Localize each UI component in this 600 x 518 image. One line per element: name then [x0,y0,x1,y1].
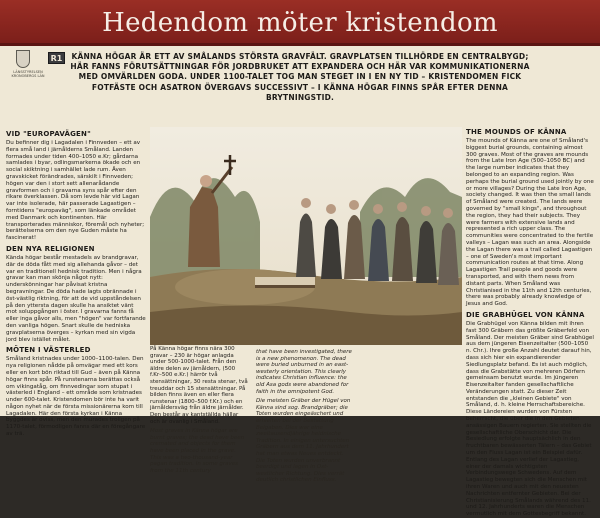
illustration [150,127,462,345]
sign-header [0,0,600,46]
text-mounds-of-kanna: The mounds of Känna are one of Småland's biggest burial grounds, containing almost 300 graves. Most of the graves are mounds from the Late Iron Age (500–1050 BC) and the large number indicates that they belonged to an expanding region. Was perhaps the burial ground used jointly by one or more villages? During the Late Iron Age, society changed. It was then the small lands of Småland were created. The lands were governed by "small kings", and throughout the region, they had their subjects. They were farmers with extensive lands and represented a rich upper class. The communities were concentrated to the fertile valleys – Lagan was such an area. Alongside the Lagan there was a trail called Lagastigen – one of Sweden's most important communication routes at that time. Along Lagastigen Trail people and goods were transported, and with them news from distant parts. When Småland was Christianised in the 11th and 12th centuries, there was probably already knowledge of Jesus and God. [466,138,594,308]
text-moten-vasterled: Småland kristnades under 1000–1100-talen. Den nya religionen nådde på omvägar med ett kors eller en kort bön riktad till Gud – även på Känna högar finns spår. På runstenarna berättas också om vikingatåg, om finnvedingar som stupat i västerled i England – ett område som kristnades under 600-talet. Kristendomen bör inte ha varit någon nyhet när de första missionärerna kom till Lagadalen. Här den första kyrkan i Känna byggdes är oviss, men den murades troligen på 1170-talet, förmodligen fanns där en föregångare av trä. [6,356,146,438]
heading-europavagen: VID "EUROPAVÄGEN" [6,130,91,138]
intro-text: KÄNNA HÖGAR ÄR ETT AV SMÅLANDS STÖRSTA GRAVFÄLT. GRAVPLATSEN TILLHÖRDE EN CENTRALBYGD; HÄR FANNS FÖRUTSÄTTNINGAR FÖR JORDBRUKET ATT EXPANDERA OCH HÄR VAR KOMMUNIKATIONERNA MED OMVÄRLDEN GODA. UNDER 1100-TALET TOG MAN STEGET IN I EN NY TID – KRISTENDOMEN FICK FOTFÄSTE OCH ASATRON ÖVERGAVS SUCCESSIVT – I KÄNNA HÖGAR FINNS SPÅR EFTER DENNA BRYTNINGSTID. [70,52,530,102]
lansstyrelsen-logo [8,50,63,84]
english-german-column [466,125,594,518]
caption-block-1 [150,346,248,474]
logo-caption: LÄNSSTYRELSEN KRONOBERGS LÄN [11,70,45,78]
christian-burial-illustration [150,127,462,345]
heading-moten-vasterled: MÖTEN I VÄSTERLED [6,346,91,355]
text-grabhugel: Die Grabhügel von Känna bilden mit ihren fast 300 Gräbern das größte Gräberfeld von Småland. Der meisten Gräber sind Grabhügel aus dem jüngeren Eisenzeitalter (500–1050 n. Chr.). Ihre große Anzahl deutet darauf hin, dass sich hier ein expandierender Siedlungsplatz befand. Es ist auch möglich, dass die Grabstätte von mehreren Dörfern gemeinsam benutzt wurde. Im jüngeren Eisenzeitalter fanden gesellschaftliche Veränderungen statt. Zu dieser Zeit entstanden die „kleinen Gebiete" von Småland, d. h. kleine Herrschaftsbereiche. Diese Ländereien wurden von Fürsten beherrscht, die über die in den Gebieten ansässigen Bauern regierten. Sie stellten die gesellschaftliche Oberschicht dar. Die Besiedlung erfolgte hauptsächlich in den fruchtbaren bewässerten Tälern – das Gebiet um den Fluss Lagan ist ein Beispiel dafür. Entlang des Lagan verlief der Lagastieg, einer der damals wichtigsten Verbindungswege Schwedens. Auf dem Lagastieg bewegten sich die Menschen mit ihren Waren und auch mit den neuesten Nachrichten entfernter Gebieten. Bei der Christianisierung Smålands während des 11. und 12. Jahrhunderts waren die Menschen vermutlich mit dem Gottesbegriff bekannt. [466,320,594,518]
text-europavagen: Du befinner dig i Lagadalen i Finnveden – ett av flera små land i järnålderns Småland. Landen formades under tiden 400–1050 e.Kr; gårdarna samlades i byar, odlingsmarkerna ökade och en social skiktning i samhället lade rum. Även gravskicket förändrades, särskilt i Finnveden; högen var den i stort sett allenarådande gravformen och i gravarna syns spår efter den rikare överklassen. Då som levde här vid Lagan var inte isolerade, här passerade Lagastigen – forntidens "europaväg", som länkade området med Danmark och kontinenten. Här transporterades människor, föremål och nyheter; berättelserna om den nye Guden måste ha fascinerat! [6,140,145,242]
caption-2-english: that have been investigated, there is a new phenomenon. The dead were buried unburned in an east-westerly orientation. This clearly indicates Christian influence: the old Asa gods were abandoned for faith in the omnipotent God. [256,349,352,395]
heading-grabhugel: DIE GRABHÜGEL VON KÄNNA [466,310,585,319]
sign-title: Hedendom möter kristendom [102,8,498,38]
swedish-column [6,127,146,438]
caption-1-english: Most graves in Känna högar are burnt graves; the dead have been cremated and objects for them have been placed in the grave. This was a two-thousand-year pagan tradition. In some graves from the 11th century [150,428,245,474]
heading-mounds-of-kanna: THE MOUNDS OF KÄNNA [466,128,567,136]
text-nya-religionen: Kända högar består mestadels av brandgravar, där de döda fått med sig allehanda gåvor – det var en traditionell hednisk tradition. Men i några gravar kan man skönja något nytt: underskönningar har påvisat kristna begravningar. De döda hade lagts obrännade i öst-västlig riktning, för att de vid uppståndelsen på den yttersta dagen skulle ha ansiktet vänt mot soluppgången i öster. I gravarna fanns få eller inga gåvor alls, men "högen" var fortfarande den vanliga högen. Snart skulle de hedniska gravplatserna överges – kyrkan med sin vigda jord blev istället målet. [6,254,146,343]
heading-nya-religionen: DEN NYA RELIGIONEN [6,244,95,253]
coat-of-arms-icon [16,50,30,68]
caption-1-swedish: På Känna högar finns nära 300 gravar – 230 är högar anlagda under 500-1000-talet. Från den äldre delen av järnåldern, (500 f.Kr–500 e.Kr.) härrör två stensättningar, 30 resta stenar, två treuddar och 15 stensättningar. På bilden finns även en eller flera runstenar (1800–500 f.Kr.) och en järnåldersväg från äldre järnålder. Den består av kantställda hällar och är ovanlig i Småland. [150,346,248,425]
route-badge: R1 [48,52,65,64]
caption-block-2 [256,346,354,484]
caption-2-german: Die meisten Gräber der Hügel von Känna sind sog. Brandgräber; die Toten wurden eingeäschert und erhielten bei der Bestattung Beigaben. Dies war eine zweitausendjährige heidnische Tradition. In einigen untersuchten Gräbern aus dem 11. Jahrhundert hat man etwas Neues entdeckt. Die Toten wurden unverbrannt beerdigt und lagen in Ost-westlicher Richtung. Dies verrät deutlich christlichen Einfluss. [256,398,351,484]
